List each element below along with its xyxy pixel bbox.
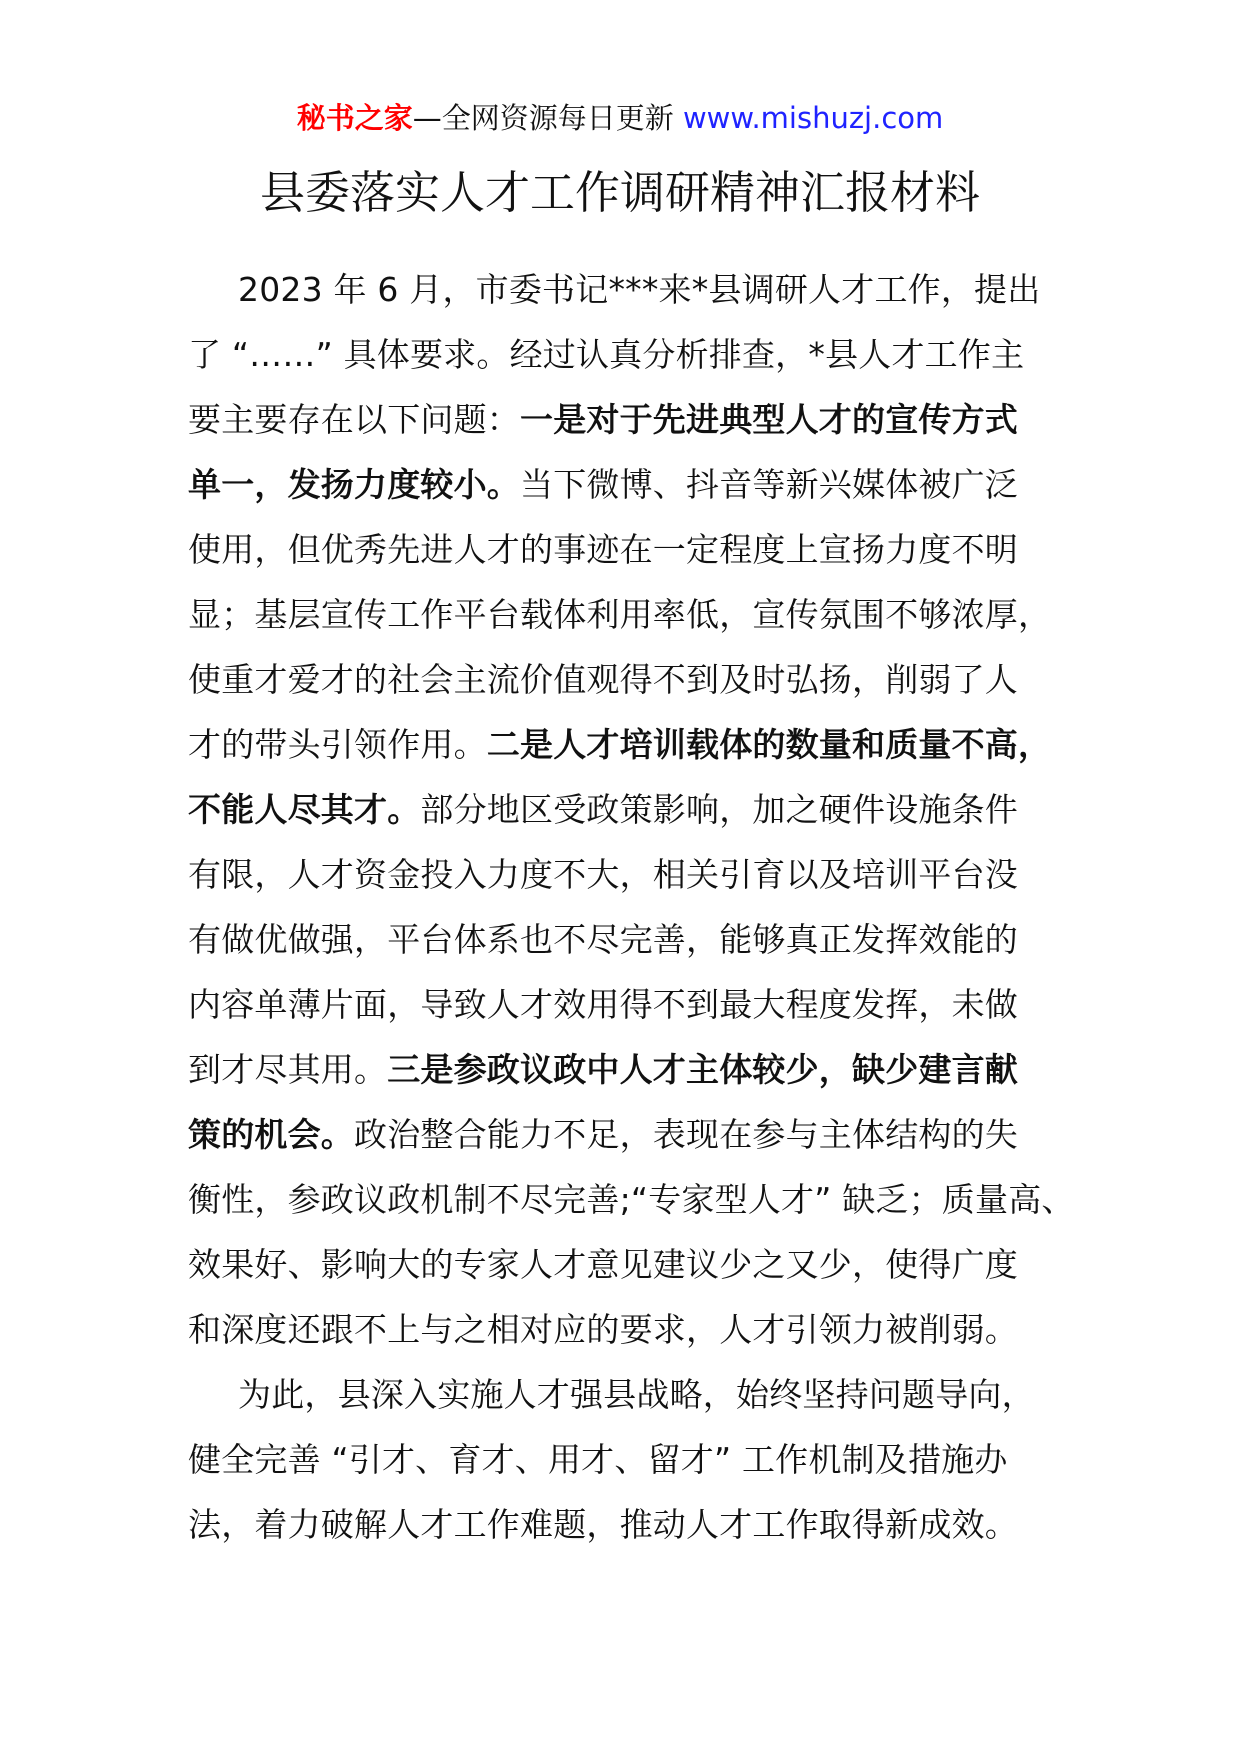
paragraph-line: 到才尽其用。三是参政议政中人才主体较少，缺少建言献 <box>188 1050 1019 1089</box>
paragraph-line: 法，着力破解人才工作难题，推动人才工作取得新成效。 <box>188 1505 1018 1544</box>
paragraph-line: 健全完善 “引才、育才、用才、留才” 工作机制及措施办 <box>188 1440 1008 1479</box>
site-url-link[interactable]: www.mishuzj.com <box>682 101 944 135</box>
paragraph-2 <box>188 1362 1088 1557</box>
paragraph-line: 使重才爱才的社会主流价值观得不到及时弘扬，削弱了人 <box>188 660 1018 699</box>
paragraph-line: 2023 年 6 月，市委书记***来*县调研人才工作，提出 <box>238 270 1041 309</box>
paragraph-line: 衡性，参政议政机制不尽完善;“专家型人才” 缺乏；质量高、 <box>188 1180 1075 1219</box>
header-tagline: —全网资源每日更新 <box>412 101 683 135</box>
paragraph-line: 和深度还跟不上与之相对应的要求，人才引领力被削弱。 <box>188 1310 1018 1349</box>
key-point-1-text: 单一，发扬力度较小。 <box>188 465 520 504</box>
paragraph-line: 有做优做强，平台体系也不尽完善，能够真正发挥效能的 <box>188 920 1018 959</box>
paragraph-line: 使用，但优秀先进人才的事迹在一定程度上宣扬力度不明 <box>188 530 1018 569</box>
paragraph-line: 内容单薄片面，导致人才效用得不到最大程度发挥，未做 <box>188 985 1018 1024</box>
paragraph-line: 有限，人才资金投入力度不大，相关引育以及培训平台没 <box>188 855 1018 894</box>
paragraph-line: 单一，发扬力度较小。当下微博、抖音等新兴媒体被广泛 <box>188 465 1018 504</box>
brand-name: 秘书之家 <box>296 101 413 135</box>
paragraph-line: 不能人尽其才。部分地区受政策影响，加之硬件设施条件 <box>188 790 1019 829</box>
key-point-2-text: 二是人才培训载体的数量和质量不高， <box>486 725 1052 764</box>
paragraph-line: 策的机会。政治整合能力不足，表现在参与主体结构的失 <box>188 1115 1018 1154</box>
paragraph-line: 要主要存在以下问题：一是对于先进典型人才的宣传方式 <box>188 400 1018 439</box>
paragraph-line: 了 “……” 具体要求。经过认真分析排查，*县人才工作主 <box>188 335 1025 374</box>
paragraph-line: 显；基层宣传工作平台载体利用率低，宣传氛围不够浓厚， <box>188 595 1052 634</box>
key-point-1-text: 一是对于先进典型人才的宣传方式 <box>520 400 1018 439</box>
document-title: 县委落实人才工作调研精神汇报材料 <box>259 166 980 219</box>
document-body <box>188 257 1088 1557</box>
paragraph-line: 效果好、影响大的专家人才意见建议少之又少，使得广度 <box>188 1245 1018 1284</box>
key-point-3-text: 三是参政议政中人才主体较少，缺少建言献 <box>387 1050 1019 1089</box>
paragraph-1 <box>188 257 1088 1362</box>
paragraph-line: 才的带头引领作用。二是人才培训载体的数量和质量不高， <box>188 725 1052 764</box>
header-banner <box>0 98 1240 138</box>
key-point-3-text: 策的机会。 <box>188 1115 354 1154</box>
paragraph-line: 为此，县深入实施人才强县战略，始终坚持问题导向， <box>238 1375 1035 1414</box>
key-point-2-text: 不能人尽其才。 <box>188 790 421 829</box>
